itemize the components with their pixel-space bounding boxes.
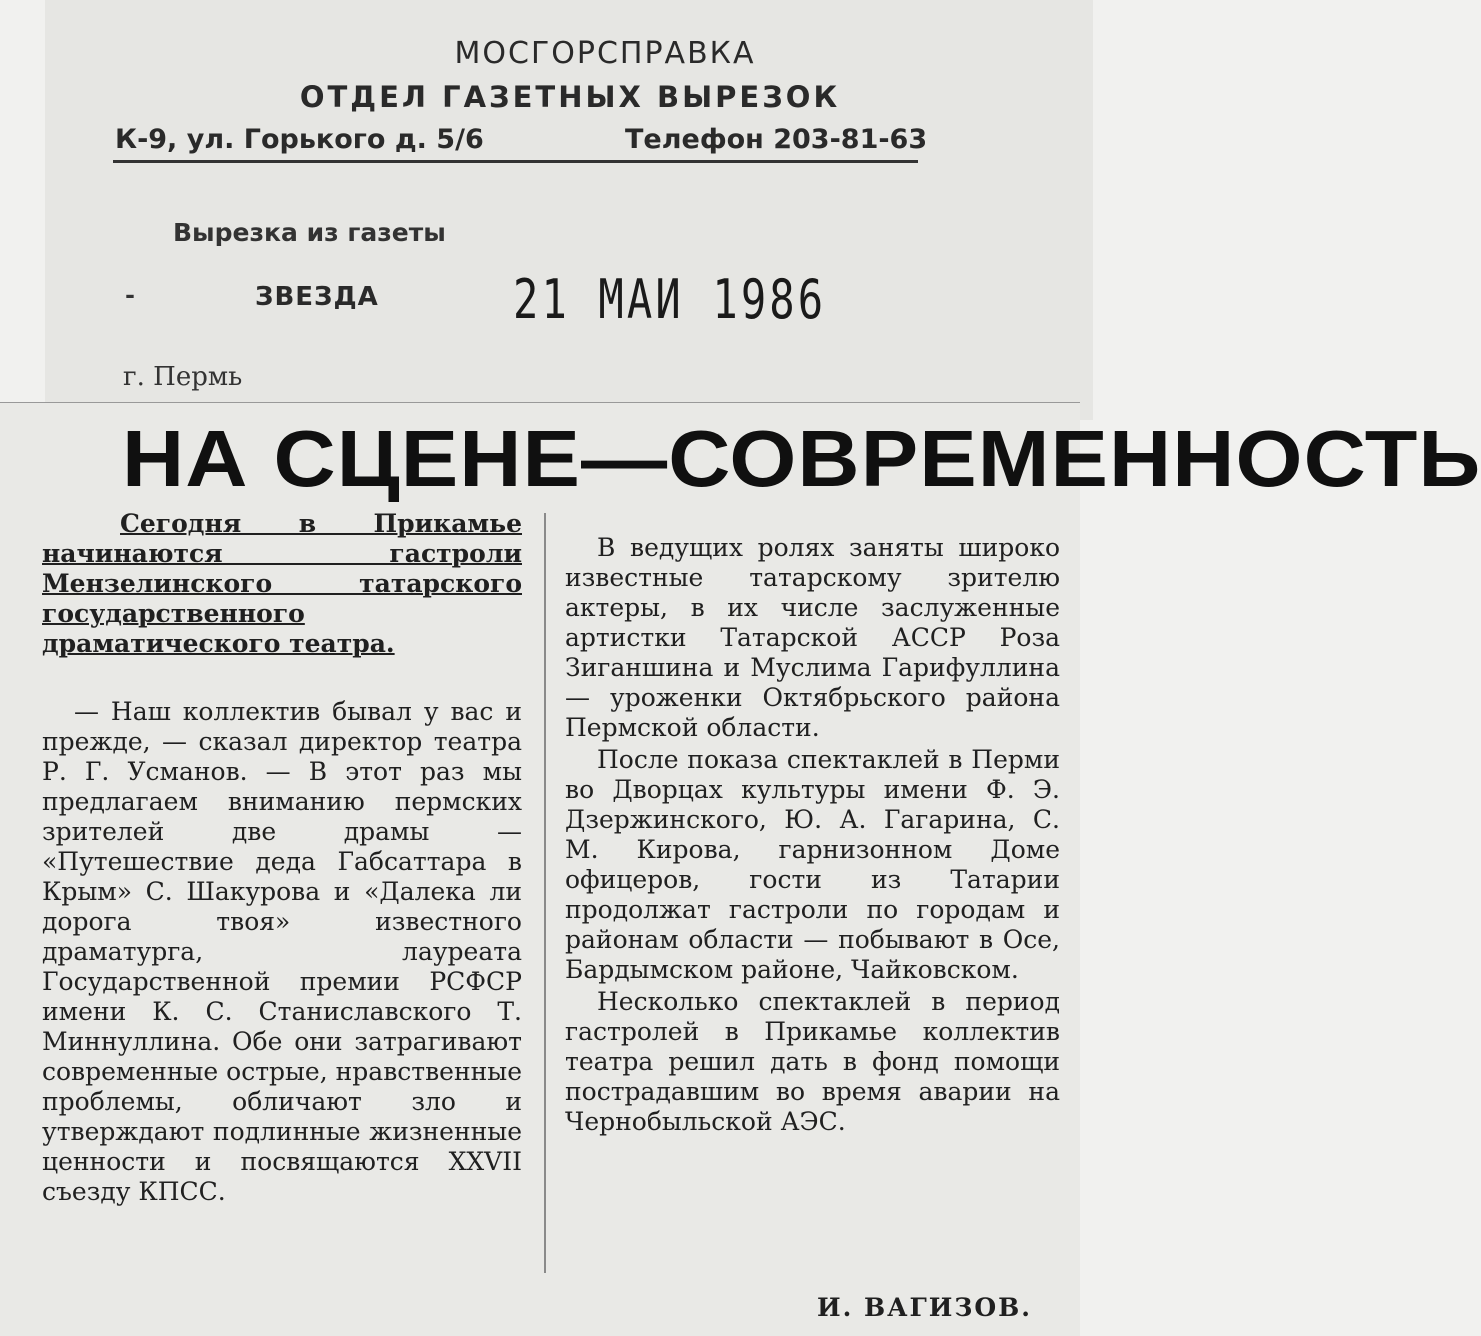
stamp-rule: [113, 160, 918, 163]
article-author: И. ВАГИЗОВ.: [816, 1293, 1032, 1322]
column-divider: [544, 513, 546, 1273]
stamp-clip-label: Вырезка из газеты: [173, 218, 446, 247]
stamp-city: г. Пермь: [123, 362, 243, 392]
article-intro: [42, 509, 522, 659]
stamp-department: ОТДЕЛ ГАЗЕТНЫХ ВЫРЕЗОК: [299, 80, 841, 114]
article-headline: [122, 409, 1481, 509]
article-paragraph-actors: В ведущих ролях заняты широко известные татарскому зрителю актеры, в их числе заслуженные артистки Татарской АССР Роза Зиганшина и Муслима Гарифуллина — уроженки Октябрьского района Пермской области.: [565, 533, 1060, 742]
article-quote-paragraph: — Наш коллектив бывал у вас и прежде, — сказал директор театра Р. Г. Усманов. — В этот раз мы предлагаем вниманию пермских зрителей две драмы — «Путешествие деда Габсаттара в Крым» С. Шакурова и «Далека ли дорога твоя» известного драматурга, лауреата Государственной премии РСФСР имени К. С. Станиславского Т. Миннуллина. Обе они затрагивают современные острые, нравственные проблемы, обличают зло и утверждают подлинные жизненные ценности и посвящаются XXVII съезду КПСС.: [42, 697, 522, 1206]
newspaper-clipping: [0, 402, 1481, 1336]
stamp-phone: Телефон 203-81-63: [625, 124, 928, 155]
newspaper-name: ЗВЕЗДА: [255, 282, 379, 312]
article-paragraph-fund: Несколько спектаклей в период гастролей в Прикамье коллектив театра решил дать в фонд помощи пострадавшим во время аварии на Чернобыльской АЭС.: [565, 987, 1060, 1136]
stamp-dash-mark: -: [125, 280, 135, 309]
article-right-column: [565, 531, 1060, 1137]
clipping-service-stamp: [45, 0, 1093, 420]
date-stamp: 21 МАИ 1986: [513, 268, 827, 331]
stamp-organization: МОСГОРСПРАВКА: [454, 36, 756, 71]
article-paragraph-tour: После показа спектаклей в Перми во Дворцах культуры имени Ф. Э. Дзержинского, Ю. А. Гагарина, С. М. Кирова, гарнизонном Доме офицеров, гости из Татарии продолжат гастроли по городам и районам области — побывают в Осе, Бардымском районе, Чайковском.: [565, 745, 1060, 984]
stamp-address: К-9, ул. Горького д. 5/6: [115, 124, 484, 155]
headline-text: НА СЦЕНЕ—СОВРЕМЕННОСТЬ: [122, 414, 1481, 503]
article-intro-text: Сегодня в Прикамье начинаются гастроли Мензелинского татарского государственного драматического театра.: [42, 509, 522, 658]
article-left-column: [42, 509, 522, 1207]
